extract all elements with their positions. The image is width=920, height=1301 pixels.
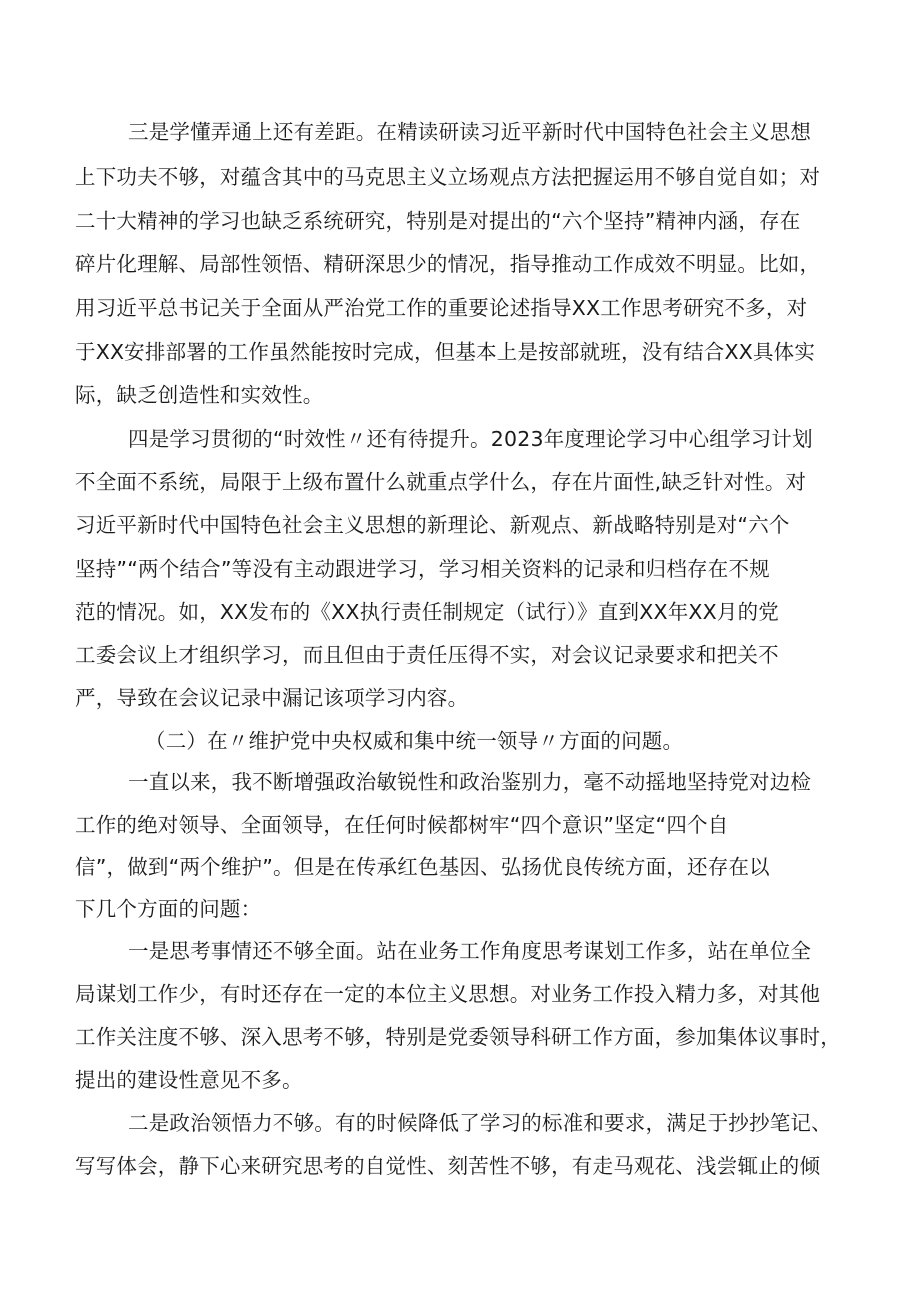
text-line: 习近平新时代中国特色社会主义思想的新理论、新观点、新战略特别是对“六个 bbox=[75, 513, 790, 537]
text-line: 局谋划工作少，有时还存在一定的本位主义思想。对业务工作投入精力多，对其他 bbox=[75, 982, 821, 1006]
text-line: 用习近平总书记关于全面从严治党工作的重要论述指导XX工作思考研究不多，对 bbox=[75, 296, 808, 320]
text-line: 于XX安排部署的工作虽然能按时完成，但基本上是按部就班，没有结合XX具体实 bbox=[75, 340, 816, 364]
text-line: 信”，做到“两个维护”。但是在传承红色基因、弘扬优良传统方面，还存在以 bbox=[75, 855, 770, 879]
text-line: 际，缺乏创造性和实效性。 bbox=[75, 383, 324, 407]
text-line: 四是学习贯彻的“时效性〃还有待提升。2023年度理论学习中心组学习计划 bbox=[128, 427, 813, 451]
text-line: 三是学懂弄通上还有差距。在精读研读习近平新时代中国特色社会主义思想 bbox=[128, 120, 812, 144]
text-line: 严，导致在会议记录中漏记该项学习内容。 bbox=[75, 686, 469, 710]
text-line: 提出的建设性意见不多。 bbox=[75, 1068, 303, 1092]
text-line: 工作的绝对领导、全面领导，在任何时候都树牢“四个意识”坚定“四个自 bbox=[75, 813, 729, 837]
text-line: 下几个方面的问题： bbox=[75, 897, 262, 921]
text-line: 工作关注度不够、深入思考不够，特别是党委领导科研工作方面，参加集体议事时， bbox=[75, 1025, 841, 1049]
text-line: 范的情况。如，XX发布的《XX执行责任制规定（试行）》直到XX年XX月的党 bbox=[75, 600, 779, 624]
text-line: 二是政治领悟力不够。有的时候降低了学习的标准和要求，满足于抄抄笔记、 bbox=[128, 1111, 832, 1135]
text-line: 工委会议上才组织学习，而且但由于责任压得不实，对会议记录要求和把关不 bbox=[75, 643, 779, 667]
text-line: 一直以来，我不断增强政治敏锐性和政治鉴别力，毫不动摇地坚持党对边检 bbox=[128, 770, 812, 794]
section-heading: （二）在〃维护党中央权威和集中统一领导〃方面的问题。 bbox=[145, 729, 684, 753]
text-line: 写写体会，静下心来研究思考的自觉性、刻苦性不够，有走马观花、浅尝辄止的倾 bbox=[75, 1154, 821, 1178]
text-line: 上下功夫不够，对蕴含其中的马克思主义立场观点方法把握运用不够自觉自如；对 bbox=[75, 165, 821, 189]
text-line: 二十大精神的学习也缺乏系统研究，特别是对提出的“六个坚持”精神内涵，存在 bbox=[75, 209, 801, 233]
text-line: 坚持”“两个结合”等没有主动跟进学习，学习相关资料的记录和归档存在不规 bbox=[75, 557, 770, 581]
text-line: 碎片化理解、局部性领悟、精研深思少的情况，指导推动工作成效不明显。比如， bbox=[75, 252, 821, 276]
text-line: 不全面不系统，局限于上级布置什么就重点学什么，存在片面性,缺乏针对性。对 bbox=[75, 470, 807, 494]
text-line: 一是思考事情还不够全面。站在业务工作角度思考谋划工作多，站在单位全 bbox=[128, 939, 812, 963]
